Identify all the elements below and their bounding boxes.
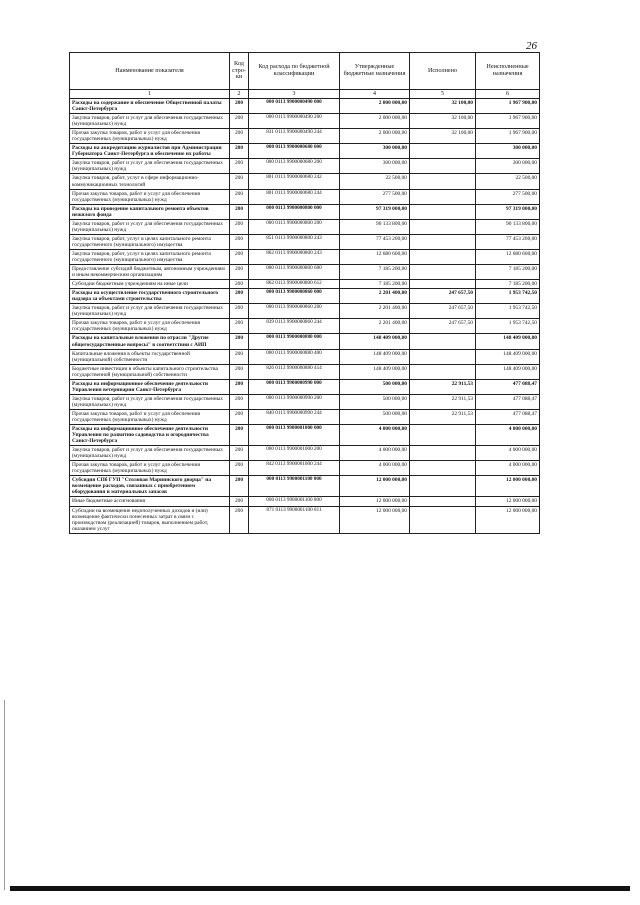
- cell-executed: [410, 461, 476, 476]
- cell-line-code: 200: [230, 379, 249, 394]
- cell-unexecuted: 12 000 000,00: [476, 506, 540, 533]
- cell-unexecuted: 97 319 000,00: [476, 204, 540, 219]
- cell-executed: [410, 144, 476, 159]
- cell-approved: 22 500,00: [340, 174, 410, 189]
- cell-approved: 148 409 000,00: [340, 349, 410, 364]
- cell-line-code: 200: [230, 446, 249, 461]
- cell-approved: 2 000 000,00: [340, 114, 410, 129]
- cell-executed: 247 657,50: [410, 289, 476, 304]
- table-row: [70, 304, 540, 319]
- cell-name: Предоставление субсидий бюджетным, автономным учреждениям и иным некоммерческим организациям: [70, 265, 230, 280]
- cell-budget-code: 871 0113 9900001100 811: [249, 506, 340, 533]
- table-row: [70, 219, 540, 234]
- cell-unexecuted: 477 088,47: [476, 409, 540, 424]
- column-number: 2: [230, 90, 249, 99]
- cell-approved: 12 000 000,00: [340, 506, 410, 533]
- table-row: [70, 497, 540, 506]
- cell-line-code: 200: [230, 334, 249, 349]
- cell-budget-code: 839 0113 9900000860 244: [249, 319, 340, 334]
- cell-approved: 2 201 400,00: [340, 319, 410, 334]
- cell-unexecuted: 1 967 900,00: [476, 129, 540, 144]
- cell-name: Субсидии на возмещение недополученных доходов и (или) возмещение фактически понесенных затрат в связи с производством (реализацией) товаров, выполнением работ, оказанием услуг: [70, 506, 230, 533]
- cell-unexecuted: 1 953 742,50: [476, 304, 540, 319]
- table-row: [70, 144, 540, 159]
- cell-executed: [410, 334, 476, 349]
- cell-approved: 2 000 000,00: [340, 99, 410, 114]
- cell-name: Расходы на аккредитацию журналистов при Администрации Губернатора Санкт-Петербурга и обеспечение их работы: [70, 144, 230, 159]
- header-line-code: Код стро-ки: [230, 53, 249, 90]
- cell-unexecuted: 90 133 800,00: [476, 219, 540, 234]
- cell-line-code: 200: [230, 289, 249, 304]
- cell-approved: 90 133 800,00: [340, 219, 410, 234]
- cell-name: Прочая закупка товаров, работ и услуг для обеспечения государственных (муниципальных) нужд: [70, 129, 230, 144]
- cell-executed: [410, 234, 476, 249]
- cell-unexecuted: 4 000 000,00: [476, 425, 540, 446]
- table-row: [70, 114, 540, 129]
- cell-name: Прочая закупка товаров, работ и услуг для обеспечения государственных (муниципальных) нужд: [70, 461, 230, 476]
- cell-budget-code: 000 0113 9900001000 200: [249, 446, 340, 461]
- cell-executed: [410, 219, 476, 234]
- cell-budget-code: 000 0113 9900000680 200: [249, 159, 340, 174]
- cell-budget-code: 000 0113 9900000880 400: [249, 349, 340, 364]
- cell-name: Закупка товаров, работ и услуг для обеспечения государственных (муниципальных) нужд: [70, 219, 230, 234]
- cell-approved: 148 409 000,00: [340, 364, 410, 379]
- cell-line-code: 200: [230, 189, 249, 204]
- cell-budget-code: 862 0113 9900000800 612: [249, 280, 340, 289]
- cell-name: Закупка товаров, работ и услуг для обеспечения государственных (муниципальных) нужд: [70, 114, 230, 129]
- cell-budget-code: 000 0113 9900000990 200: [249, 394, 340, 409]
- table-row: [70, 425, 540, 446]
- cell-name: Закупка товаров, работ, услуг в целях капитального ремонта государственного (муниципального) имущества: [70, 249, 230, 264]
- cell-unexecuted: 477 088,47: [476, 394, 540, 409]
- cell-budget-code: 801 0113 9900000680 242: [249, 174, 340, 189]
- cell-name: Расходы на содержание и обеспечение Общественной палаты Санкт-Петербурга: [70, 99, 230, 114]
- cell-budget-code: 000 0113 9900000990 000: [249, 379, 340, 394]
- cell-approved: 148 409 000,00: [340, 334, 410, 349]
- cell-executed: 247 657,50: [410, 319, 476, 334]
- header-executed: Исполнено: [410, 53, 476, 90]
- table-row: [70, 394, 540, 409]
- cell-line-code: 200: [230, 204, 249, 219]
- column-number: 5: [410, 90, 476, 99]
- budget-execution-table: [69, 52, 540, 534]
- cell-unexecuted: 148 409 000,00: [476, 364, 540, 379]
- header-unexecuted: Неисполненные назначения: [476, 53, 540, 90]
- cell-approved: 77 453 200,00: [340, 234, 410, 249]
- table-row: [70, 476, 540, 497]
- cell-name: Закупка товаров, работ, услуг в целях капитального ремонта государственного (муниципального) имущества: [70, 234, 230, 249]
- cell-budget-code: 000 0113 9900000880 000: [249, 334, 340, 349]
- cell-name: Бюджетные инвестиции в объекты капитального строительства государственной (муниципальной) собственности: [70, 364, 230, 379]
- cell-approved: 12 000 000,00: [340, 497, 410, 506]
- cell-approved: 500 000,00: [340, 379, 410, 394]
- cell-executed: [410, 497, 476, 506]
- cell-line-code: 200: [230, 304, 249, 319]
- cell-approved: 500 000,00: [340, 394, 410, 409]
- cell-budget-code: 831 0113 9900000490 244: [249, 129, 340, 144]
- header-indicator-name: Наименование показателя: [70, 53, 230, 90]
- cell-executed: [410, 204, 476, 219]
- table-row: [70, 379, 540, 394]
- cell-name: Расходы на осуществление государственного строительного надзора за объектами строительства: [70, 289, 230, 304]
- cell-approved: 12 000 000,00: [340, 476, 410, 497]
- header-approved: Утвержденные бюджетные назначения: [340, 53, 410, 90]
- cell-executed: 32 100,00: [410, 114, 476, 129]
- cell-name: Капитальные вложения в объекты государственной (муниципальной) собственности: [70, 349, 230, 364]
- cell-executed: [410, 476, 476, 497]
- column-number: 4: [340, 90, 410, 99]
- cell-executed: [410, 349, 476, 364]
- cell-line-code: 200: [230, 144, 249, 159]
- cell-executed: [410, 506, 476, 533]
- table-header-row: [70, 53, 540, 90]
- cell-executed: [410, 364, 476, 379]
- cell-line-code: 200: [230, 159, 249, 174]
- cell-budget-code: 000 0113 9900000490 200: [249, 114, 340, 129]
- cell-line-code: 200: [230, 234, 249, 249]
- cell-line-code: 200: [230, 99, 249, 114]
- cell-line-code: 200: [230, 129, 249, 144]
- column-number: 1: [70, 90, 230, 99]
- cell-name: Закупка товаров, работ и услуг для обеспечения государственных (муниципальных) нужд: [70, 304, 230, 319]
- cell-name: Расходы на информационное обеспечение деятельности Управления ветеринарии Санкт-Петербурга: [70, 379, 230, 394]
- cell-name: Расходы на проведение капитального ремонта объектов нежилого фонда: [70, 204, 230, 219]
- cell-unexecuted: 7 185 200,00: [476, 280, 540, 289]
- table-row: [70, 364, 540, 379]
- cell-line-code: 200: [230, 461, 249, 476]
- cell-executed: [410, 265, 476, 280]
- cell-budget-code: 000 0113 9900001100 000: [249, 476, 340, 497]
- cell-executed: 22 911,53: [410, 409, 476, 424]
- cell-approved: 4 000 000,00: [340, 446, 410, 461]
- cell-executed: [410, 174, 476, 189]
- cell-approved: 4 000 000,00: [340, 425, 410, 446]
- cell-approved: 7 185 200,00: [340, 265, 410, 280]
- cell-approved: 277 500,00: [340, 189, 410, 204]
- cell-approved: 97 319 000,00: [340, 204, 410, 219]
- table-row: [70, 446, 540, 461]
- table-row: [70, 129, 540, 144]
- cell-budget-code: 000 0113 9900000860 200: [249, 304, 340, 319]
- cell-budget-code: 000 0113 9900001100 800: [249, 497, 340, 506]
- cell-unexecuted: 22 500,00: [476, 174, 540, 189]
- cell-budget-code: 000 0113 9900000800 200: [249, 219, 340, 234]
- cell-name: Прочая закупка товаров, работ и услуг для обеспечения государственных (муниципальных) нужд: [70, 189, 230, 204]
- scan-edge-line: [4, 700, 5, 890]
- cell-unexecuted: 1 953 742,50: [476, 289, 540, 304]
- column-number: 6: [476, 90, 540, 99]
- cell-budget-code: 851 0113 9900000800 243: [249, 234, 340, 249]
- cell-approved: 4 000 000,00: [340, 461, 410, 476]
- cell-name: Субсидии бюджетным учреждениям на иные цели: [70, 280, 230, 289]
- cell-line-code: 200: [230, 349, 249, 364]
- cell-executed: 247 657,50: [410, 304, 476, 319]
- column-number-row: [70, 90, 540, 99]
- cell-executed: [410, 249, 476, 264]
- cell-executed: [410, 425, 476, 446]
- cell-line-code: 200: [230, 425, 249, 446]
- cell-name: Расходы на капитальные вложения по отрасли "Другие общегосударственные вопросы" в соответствии с АИП: [70, 334, 230, 349]
- cell-unexecuted: 148 409 000,00: [476, 349, 540, 364]
- cell-executed: 22 911,53: [410, 379, 476, 394]
- cell-name: Закупка товаров, работ и услуг для обеспечения государственных (муниципальных) нужд: [70, 159, 230, 174]
- cell-approved: 12 680 600,00: [340, 249, 410, 264]
- cell-line-code: 200: [230, 497, 249, 506]
- cell-unexecuted: 300 000,00: [476, 159, 540, 174]
- cell-unexecuted: 477 088,47: [476, 379, 540, 394]
- header-budget-classification-code: Код расхода по бюджетной классификации: [249, 53, 340, 90]
- table-row: [70, 265, 540, 280]
- cell-executed: 32 100,00: [410, 129, 476, 144]
- table-row: [70, 249, 540, 264]
- cell-executed: 32 100,00: [410, 99, 476, 114]
- table-row: [70, 409, 540, 424]
- cell-executed: [410, 189, 476, 204]
- cell-approved: 2 201 400,00: [340, 289, 410, 304]
- table-row: [70, 461, 540, 476]
- cell-unexecuted: 1 953 742,50: [476, 319, 540, 334]
- table-row: [70, 289, 540, 304]
- cell-line-code: 200: [230, 476, 249, 497]
- cell-budget-code: 000 0113 9900000800 600: [249, 265, 340, 280]
- cell-line-code: 200: [230, 409, 249, 424]
- cell-unexecuted: 300 000,00: [476, 144, 540, 159]
- table-row: [70, 334, 540, 349]
- cell-unexecuted: 12 000 000,00: [476, 497, 540, 506]
- cell-unexecuted: 1 967 900,00: [476, 99, 540, 114]
- cell-line-code: 200: [230, 174, 249, 189]
- table-row: [70, 99, 540, 114]
- cell-executed: [410, 159, 476, 174]
- cell-unexecuted: 12 680 600,00: [476, 249, 540, 264]
- table-row: [70, 204, 540, 219]
- cell-name: Прочая закупка товаров, работ и услуг для обеспечения государственных (муниципальных) нужд: [70, 409, 230, 424]
- cell-budget-code: 000 0113 9900000860 000: [249, 289, 340, 304]
- table-row: [70, 159, 540, 174]
- cell-line-code: 200: [230, 319, 249, 334]
- cell-budget-code: 826 0113 9900000880 414: [249, 364, 340, 379]
- cell-unexecuted: 1 967 900,00: [476, 114, 540, 129]
- cell-name: Иные бюджетные ассигнования: [70, 497, 230, 506]
- cell-approved: 300 000,00: [340, 159, 410, 174]
- cell-approved: 2 000 000,00: [340, 129, 410, 144]
- cell-budget-code: 840 0113 9900000990 244: [249, 409, 340, 424]
- cell-line-code: 200: [230, 219, 249, 234]
- cell-budget-code: 000 0113 9900001000 000: [249, 425, 340, 446]
- cell-unexecuted: 77 453 200,00: [476, 234, 540, 249]
- cell-budget-code: 801 0113 9900000680 244: [249, 189, 340, 204]
- cell-line-code: 200: [230, 265, 249, 280]
- cell-unexecuted: 4 000 000,00: [476, 461, 540, 476]
- cell-line-code: 200: [230, 394, 249, 409]
- cell-unexecuted: 4 000 000,00: [476, 446, 540, 461]
- cell-budget-code: 000 0113 9900000490 000: [249, 99, 340, 114]
- cell-approved: 300 000,00: [340, 144, 410, 159]
- table-row: [70, 506, 540, 533]
- cell-unexecuted: 277 500,00: [476, 189, 540, 204]
- table-row: [70, 319, 540, 334]
- column-number: 3: [249, 90, 340, 99]
- cell-approved: 7 185 200,00: [340, 280, 410, 289]
- cell-budget-code: 000 0113 9900000680 000: [249, 144, 340, 159]
- cell-name: Субсидия СПб ГУП "Столовая Мариинского дворца" на возмещение расходов, связанных с приобретением оборудования и материальных запасов: [70, 476, 230, 497]
- cell-line-code: 200: [230, 280, 249, 289]
- cell-executed: [410, 280, 476, 289]
- bottom-scan-bar: [10, 886, 630, 891]
- cell-name: Закупка товаров, работ, услуг в сфере информационно-коммуникационных технологий: [70, 174, 230, 189]
- cell-name: Расходы на информационное обеспечение деятельности Управления по развитию садоводства и огородничества Санкт-Петербурга: [70, 425, 230, 446]
- table-row: [70, 280, 540, 289]
- cell-executed: [410, 446, 476, 461]
- cell-unexecuted: 7 185 200,00: [476, 265, 540, 280]
- cell-line-code: 200: [230, 364, 249, 379]
- cell-line-code: 200: [230, 249, 249, 264]
- cell-budget-code: 862 0113 9900000800 243: [249, 249, 340, 264]
- cell-executed: 22 911,53: [410, 394, 476, 409]
- table-row: [70, 349, 540, 364]
- cell-name: Закупка товаров, работ и услуг для обеспечения государственных (муниципальных) нужд: [70, 394, 230, 409]
- cell-approved: 500 000,00: [340, 409, 410, 424]
- cell-name: Прочая закупка товаров, работ и услуг для обеспечения государственных (муниципальных) нужд: [70, 319, 230, 334]
- cell-approved: 2 201 400,00: [340, 304, 410, 319]
- table-row: [70, 189, 540, 204]
- cell-unexecuted: 12 000 000,00: [476, 476, 540, 497]
- cell-line-code: 200: [230, 506, 249, 533]
- table-row: [70, 234, 540, 249]
- cell-budget-code: 000 0113 9900000800 000: [249, 204, 340, 219]
- cell-line-code: 200: [230, 114, 249, 129]
- cell-unexecuted: 148 409 000,00: [476, 334, 540, 349]
- table-row: [70, 174, 540, 189]
- cell-budget-code: 842 0113 9900001000 244: [249, 461, 340, 476]
- page-number: 26: [526, 40, 537, 52]
- cell-name: Закупка товаров, работ и услуг для обеспечения государственных (муниципальных) нужд: [70, 446, 230, 461]
